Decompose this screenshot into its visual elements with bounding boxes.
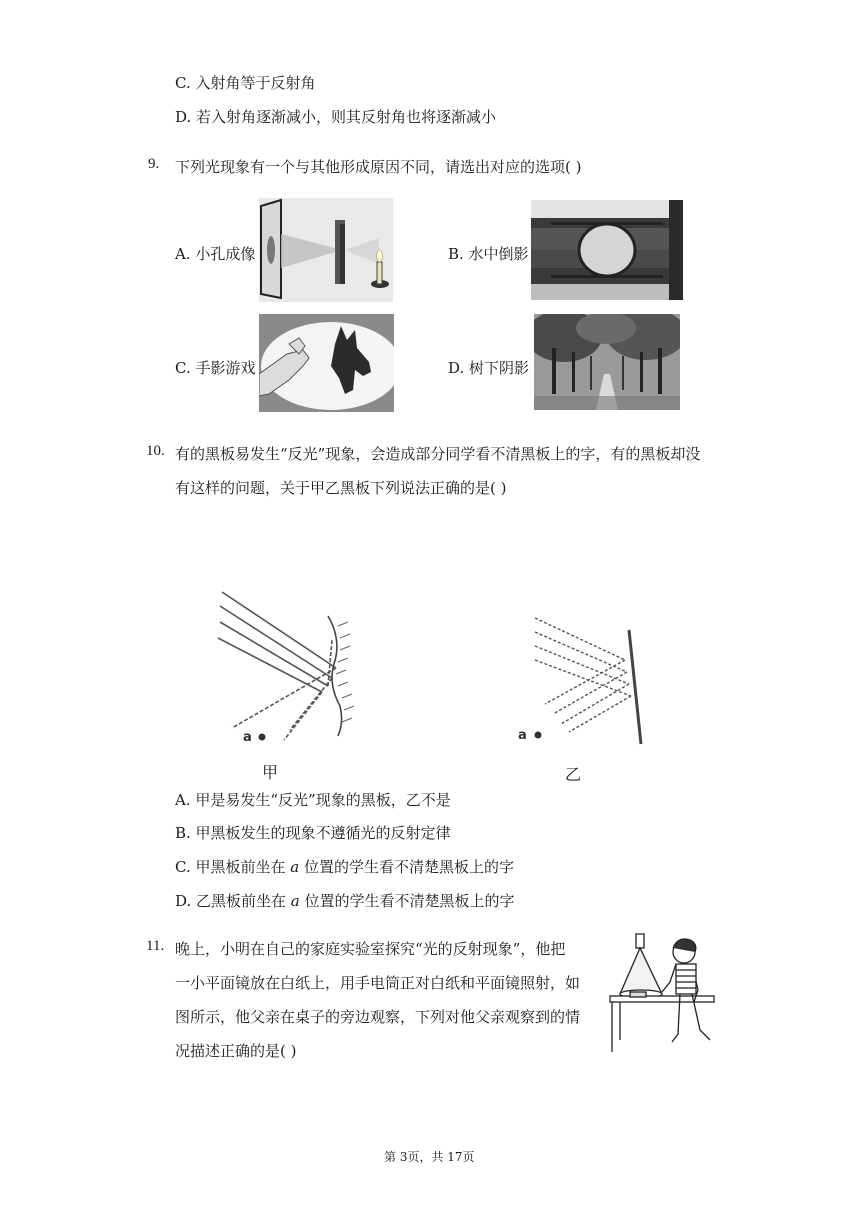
q10-option-d: D. 乙黑板前坐在 a 位置的学生看不清楚黑板上的字	[175, 892, 515, 910]
pinhole-image	[259, 198, 393, 302]
fig-jia-label: 甲	[262, 763, 279, 782]
q10-number: 10.	[146, 443, 165, 459]
hand-shadow-image	[259, 314, 394, 412]
q9-option-a: A. 小孔成像	[175, 245, 256, 263]
tree-shadow-image	[534, 314, 680, 410]
q10-option-b: B. 甲黑板发生的现象不遵循光的反射定律	[175, 824, 451, 842]
q8-option-c: C. 入射角等于反射角	[175, 74, 316, 92]
diffuse-reflection-diagram	[210, 580, 360, 750]
fig-jia-point-a: a	[243, 730, 252, 745]
q9-option-d: D. 树下阴影	[448, 359, 530, 377]
specular-reflection-diagram	[525, 600, 655, 748]
q11-line2: 一小平面镜放在白纸上，用手电筒正对白纸和平面镜照射，如	[175, 974, 581, 992]
q11-line1: 晚上，小明在自己的家庭实验室探究“光的反射现象”，他把	[175, 940, 566, 958]
q9-option-b: B. 水中倒影	[448, 245, 529, 263]
fig-yi-label: 乙	[565, 765, 582, 784]
q11-line4: 况描述正确的是( )	[175, 1042, 297, 1060]
q8-option-d: D. 若入射角逐渐减小，则其反射角也将逐渐减小	[175, 108, 497, 126]
q11-line3: 图所示，他父亲在桌子的旁边观察，下列对他父亲观察到的情	[175, 1008, 581, 1026]
q10-stem-line2: 有这样的问题，关于甲乙黑板下列说法正确的是( )	[175, 479, 507, 497]
boy-flashlight-image	[606, 930, 718, 1055]
fig-yi-point-a: a	[518, 728, 527, 743]
q11-number: 11.	[146, 938, 165, 954]
q9-number: 9.	[148, 156, 160, 172]
page-footer: 第 3页，共 17页	[384, 1150, 475, 1164]
q9-option-c: C. 手影游戏	[175, 359, 256, 377]
q10-option-c: C. 甲黑板前坐在 a 位置的学生看不清楚黑板上的字	[175, 858, 514, 876]
q10-option-a: A. 甲是易发生“反光”现象的黑板，乙不是	[175, 791, 451, 809]
q10-stem-line1: 有的黑板易发生“反光”现象，会造成部分同学看不清黑板上的字，有的黑板却没	[175, 445, 701, 463]
bridge-reflection-image	[531, 200, 683, 300]
q9-stem: 下列光现象有一个与其他形成原因不同，请选出对应的选项( )	[175, 158, 582, 176]
